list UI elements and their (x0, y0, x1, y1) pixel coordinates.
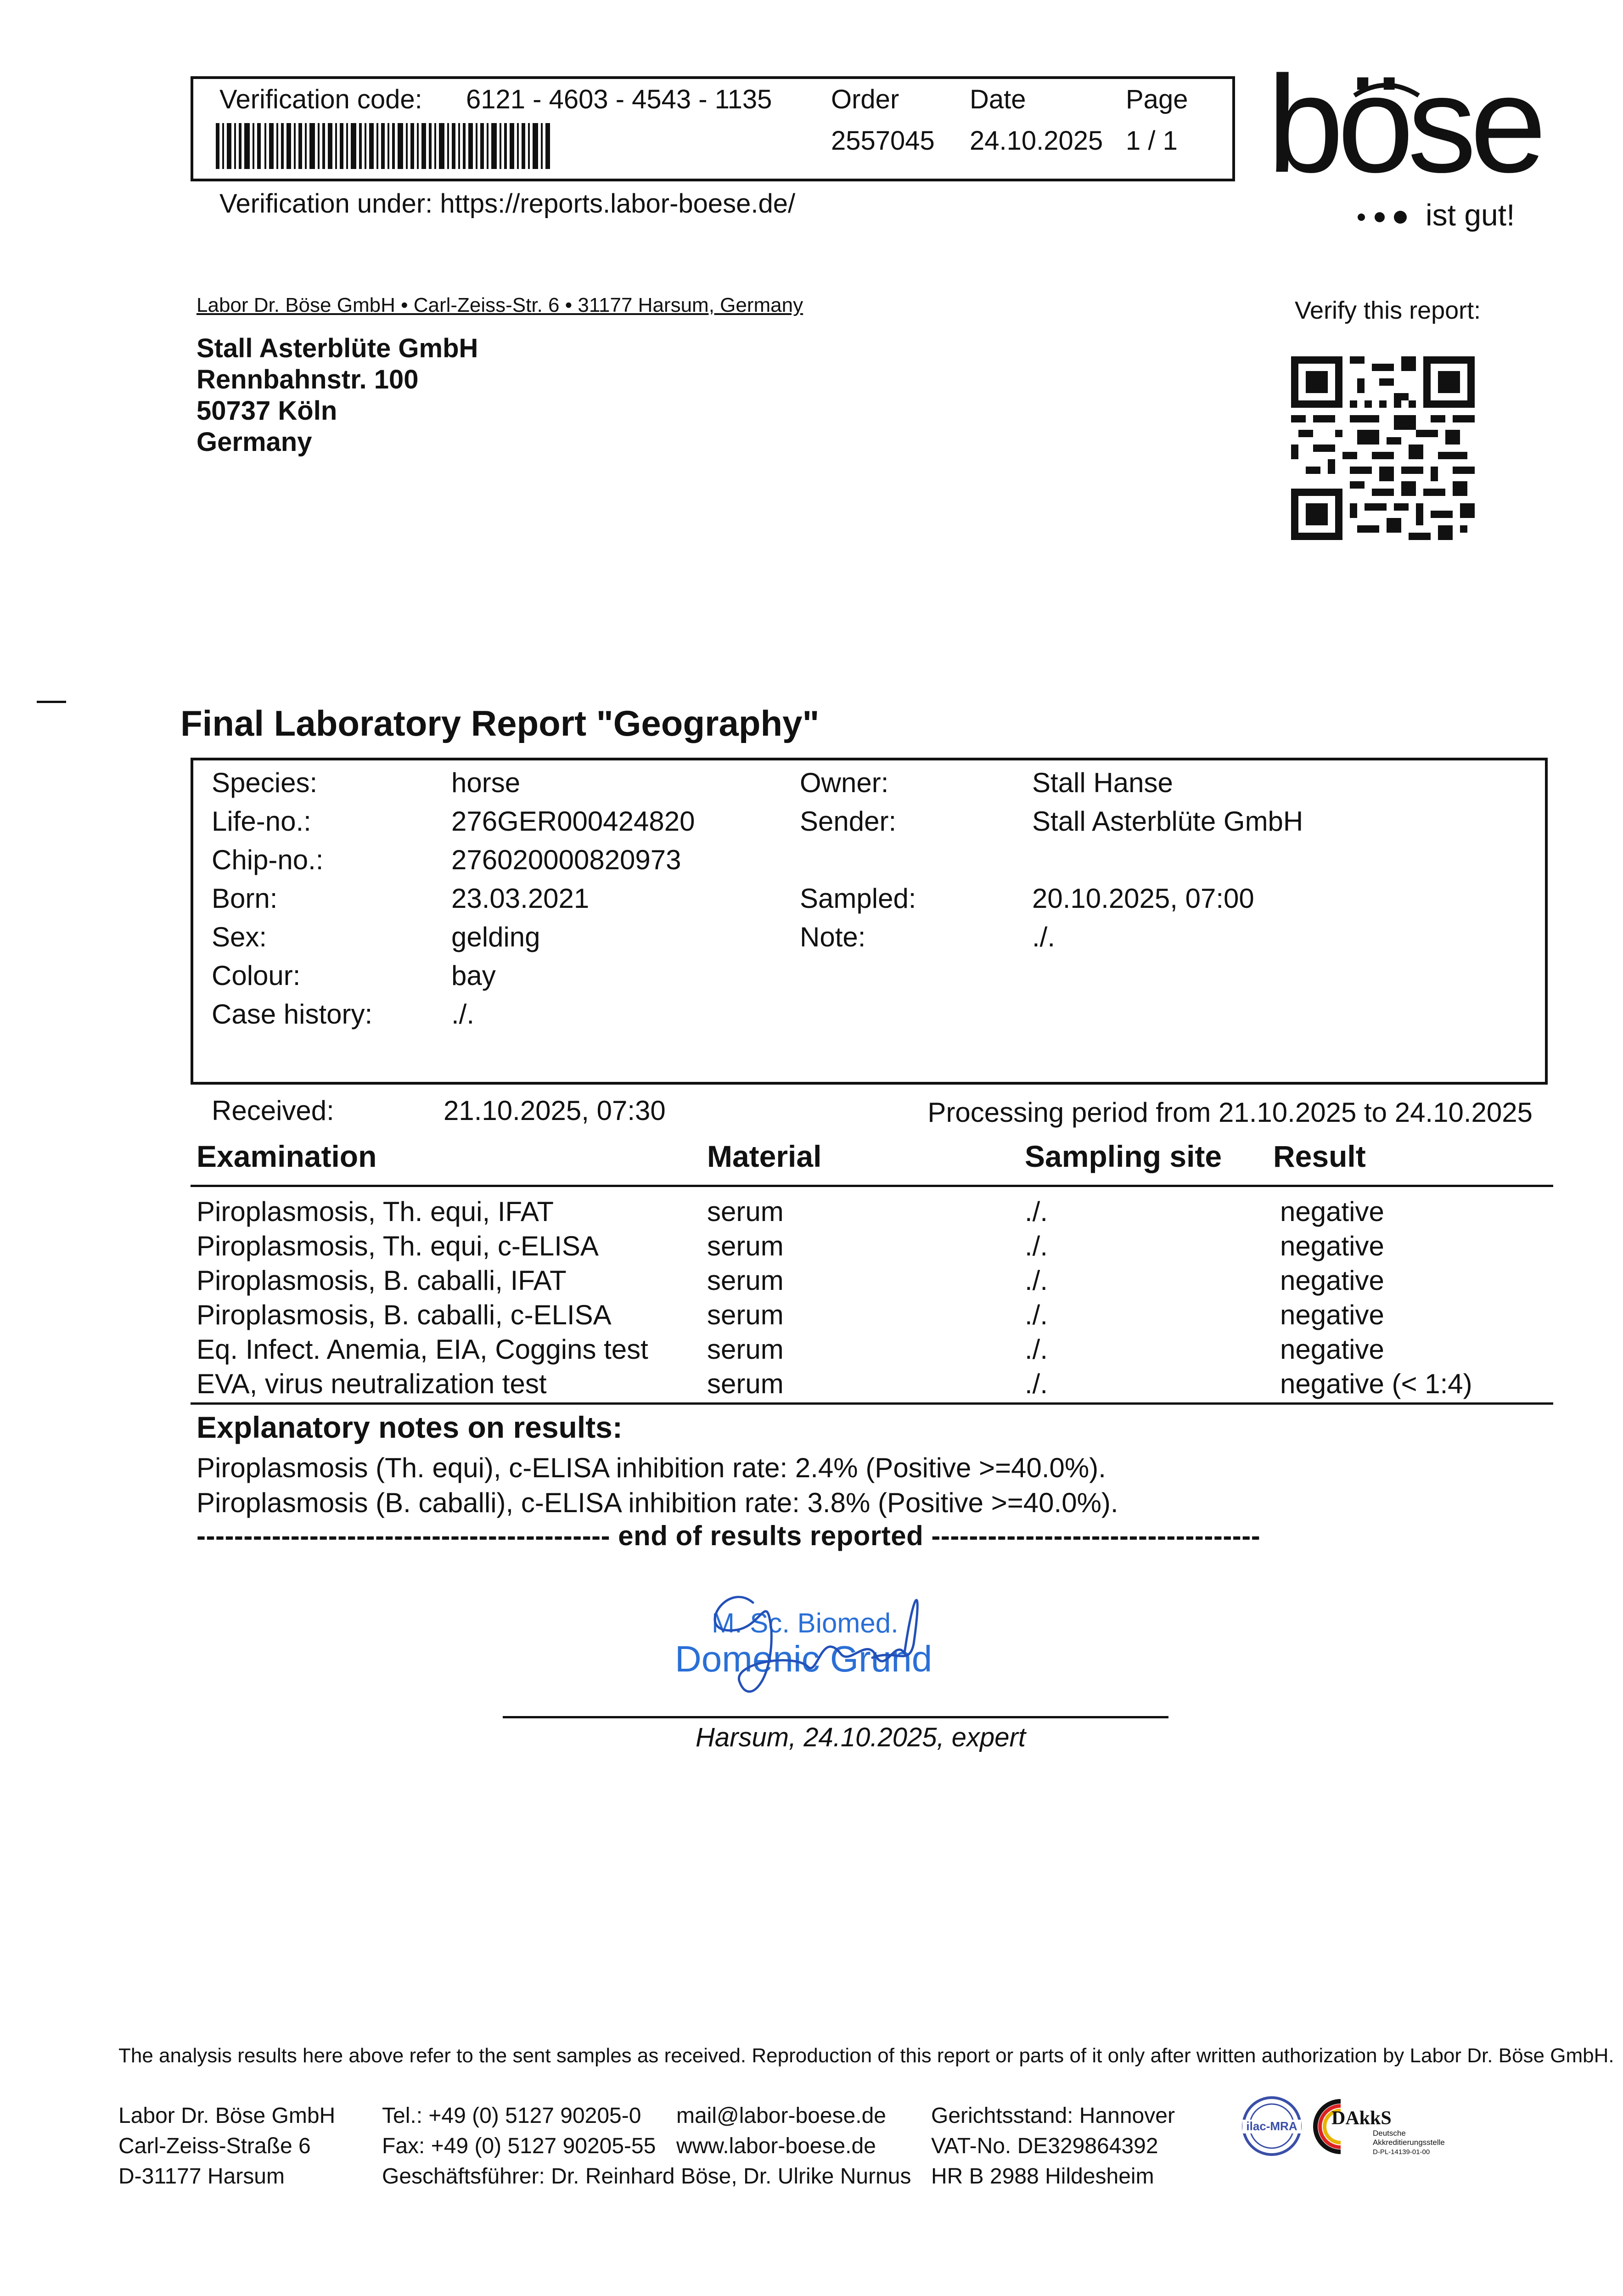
footer-tel: Tel.: +49 (0) 5127 90205-0 (382, 2104, 641, 2128)
recipient-line: Germany (197, 427, 312, 457)
table-cell-result: negative (1280, 1265, 1384, 1296)
note-line: Piroplasmosis (B. caballi), c-ELISA inhibition rate: 3.8% (Positive >=40.0%). (197, 1487, 1118, 1518)
report-title: Final Laboratory Report "Geography" (180, 703, 820, 743)
sex-value: gelding (451, 922, 540, 952)
footer-vat: VAT-No. DE329864392 (931, 2134, 1158, 2158)
table-cell-site: ./. (1025, 1334, 1048, 1365)
owner-value: Stall Hanse (1032, 767, 1173, 798)
ilac-text: ilac-MRA (1246, 2119, 1297, 2133)
table-cell-examination: Piroplasmosis, B. caballi, IFAT (197, 1265, 567, 1296)
owner-label: Owner: (800, 767, 889, 798)
species-label: Species: (212, 767, 318, 798)
life-no-label: Life-no.: (212, 806, 311, 837)
table-cell-examination: Piroplasmosis, Th. equi, c-ELISA (197, 1231, 599, 1261)
sex-label: Sex: (212, 922, 267, 952)
verification-code: 6121 - 4603 - 4543 - 1135 (466, 84, 772, 114)
footer-website-link[interactable]: www.labor-boese.de (676, 2134, 876, 2158)
recipient-line: Stall Asterblüte GmbH (197, 333, 478, 363)
col-header-material: Material (707, 1139, 822, 1173)
verification-label: Verification code: (219, 84, 422, 114)
chip-no-label: Chip-no.: (212, 844, 324, 875)
date-value: 24.10.2025 (970, 126, 1103, 156)
dakks-text: DAkkS (1331, 2108, 1392, 2129)
table-cell-examination: Eq. Infect. Anemia, EIA, Coggins test (197, 1334, 648, 1365)
table-cell-site: ./. (1025, 1231, 1048, 1261)
dakks-logo (1313, 2092, 1474, 2161)
signature-caption: Harsum, 24.10.2025, expert (696, 1722, 1026, 1752)
boese-logo: böse (1267, 47, 1540, 201)
footer-street: Carl-Zeiss-Straße 6 (118, 2134, 311, 2158)
qr-code[interactable] (1291, 356, 1475, 540)
logo-dots-icon (1354, 206, 1410, 229)
stamp-name: Domenic Grund (675, 1638, 932, 1679)
col-header-result: Result (1273, 1139, 1366, 1173)
footer-register: HR B 2988 Hildesheim (931, 2164, 1154, 2189)
table-cell-site: ./. (1025, 1300, 1048, 1330)
sender-value: Stall Asterblüte GmbH (1032, 806, 1303, 837)
table-cell-material: serum (707, 1368, 784, 1399)
signature-line (503, 1716, 1168, 1718)
signature-stamp (657, 1561, 992, 1713)
species-value: horse (451, 767, 521, 798)
note-value: ./. (1032, 922, 1056, 952)
table-cell-material: serum (707, 1300, 784, 1330)
dakks-sub2: Akkreditierungsstelle (1373, 2138, 1445, 2147)
life-no-value: 276GER000424820 (451, 806, 695, 837)
date-label: Date (970, 84, 1026, 114)
col-header-sampling-site: Sampling site (1025, 1139, 1222, 1173)
footer-company: Labor Dr. Böse GmbH (118, 2104, 336, 2128)
page-value: 1 / 1 (1126, 126, 1178, 156)
recipient-line: 50737 Köln (197, 396, 337, 426)
processing-period: Processing period from 21.10.2025 to 24.10.2025 (927, 1097, 1533, 1128)
table-cell-result: negative (1280, 1300, 1384, 1330)
table-cell-examination: Piroplasmosis, B. caballi, c-ELISA (197, 1300, 612, 1330)
verify-label: Verify this report: (1295, 297, 1481, 324)
notes-heading: Explanatory notes on results: (197, 1410, 623, 1444)
footer-court: Gerichtsstand: Hannover (931, 2104, 1175, 2128)
table-bottom-rule (191, 1402, 1553, 1405)
table-cell-material: serum (707, 1334, 784, 1365)
verification-url: Verification under: https://reports.labor-boese.de/ (219, 189, 796, 219)
note-line: Piroplasmosis (Th. equi), c-ELISA inhibition rate: 2.4% (Positive >=40.0%). (197, 1452, 1106, 1483)
logo-tagline: ist gut! (1426, 198, 1515, 232)
table-cell-site: ./. (1025, 1368, 1048, 1399)
case-history-value: ./. (451, 999, 475, 1030)
table-cell-examination: EVA, virus neutralization test (197, 1368, 547, 1399)
disclaimer: The analysis results here above refer to the sent samples as received. Reproduction of this report or parts of it only after written authorization by Labor Dr. Böse GmbH. (118, 2044, 1614, 2067)
table-cell-result: negative (< 1:4) (1280, 1368, 1472, 1399)
table-cell-material: serum (707, 1265, 784, 1296)
end-of-results-line: -------------------------------------------- end of results reported ----------------------------------- (197, 1520, 1261, 1551)
page-label: Page (1126, 84, 1188, 114)
sampled-label: Sampled: (800, 883, 916, 914)
col-header-examination: Examination (197, 1139, 377, 1173)
table-cell-site: ./. (1025, 1196, 1048, 1227)
sender-label: Sender: (800, 806, 897, 837)
footer-managing-directors: Geschäftsführer: Dr. Reinhard Böse, Dr. Ulrike Nurnus (382, 2164, 911, 2189)
colour-label: Colour: (212, 960, 301, 991)
colour-value: bay (451, 960, 496, 991)
logo-arc-icon (1352, 77, 1421, 105)
note-label: Note: (800, 922, 866, 952)
dakks-sub1: Deutsche (1373, 2129, 1406, 2138)
table-cell-result: negative (1280, 1334, 1384, 1365)
footer-city: D-31177 Harsum (118, 2164, 285, 2189)
received-value: 21.10.2025, 07:30 (444, 1095, 666, 1126)
recipient-line: Rennbahnstr. 100 (197, 365, 419, 394)
barcode-image (216, 123, 551, 169)
sampled-value: 20.10.2025, 07:00 (1032, 883, 1254, 914)
stamp-title: M. Sc. Biomed. (712, 1608, 899, 1638)
table-cell-result: negative (1280, 1196, 1384, 1227)
chip-no-value: 276020000820973 (451, 844, 681, 875)
born-label: Born: (212, 883, 278, 914)
sender-address-line: Labor Dr. Böse GmbH • Carl-Zeiss-Str. 6 • 31177 Harsum, Germany (197, 294, 803, 316)
born-value: 23.03.2021 (451, 883, 590, 914)
case-history-label: Case history: (212, 999, 373, 1030)
footer-fax: Fax: +49 (0) 5127 90205-55 (382, 2134, 656, 2158)
order-label: Order (831, 84, 899, 114)
dakks-id: D-PL-14139-01-00 (1373, 2148, 1430, 2156)
order-value: 2557045 (831, 126, 935, 156)
table-cell-site: ./. (1025, 1265, 1048, 1296)
table-header-rule (191, 1185, 1553, 1187)
ilac-mra-logo (1240, 2094, 1304, 2158)
table-cell-examination: Piroplasmosis, Th. equi, IFAT (197, 1196, 554, 1227)
table-cell-material: serum (707, 1196, 784, 1227)
fold-mark (37, 701, 66, 703)
table-cell-material: serum (707, 1231, 784, 1261)
received-label: Received: (212, 1095, 334, 1126)
footer-email-link[interactable]: mail@labor-boese.de (676, 2104, 886, 2128)
table-cell-result: negative (1280, 1231, 1384, 1261)
